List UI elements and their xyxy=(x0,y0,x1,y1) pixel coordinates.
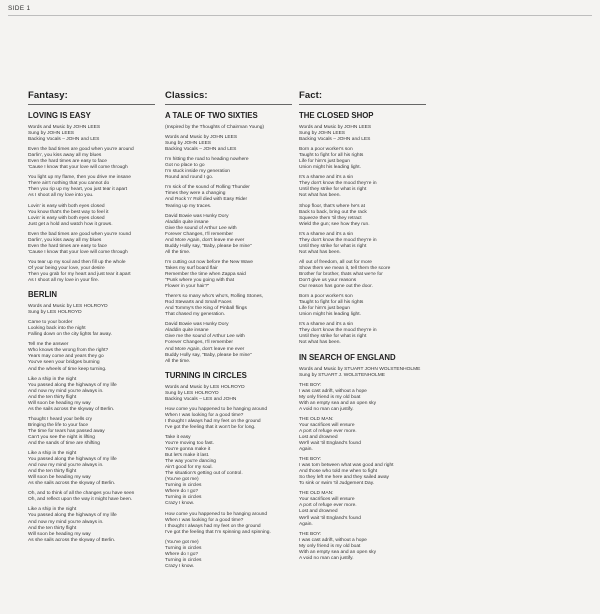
stanza: David Bowie was Hunky Dory Aladdin quite insane Give the sound of Arthur Lee with Forever Changes, I'll remember And More Again, don't leave me ever Buddy Holly say, "Baby, please be mine" All the time. xyxy=(165,213,252,255)
stanza: THE BOY: I was cast adrift, without a hope My only friend is my old boat With an empty sea and an open sky A void no man can justify. xyxy=(299,382,377,412)
stanza: It's a shame and it's a sin They don't know the mood they're in Until they strike for what is right Not what has been. xyxy=(299,175,377,199)
stanza: Oh, and to think of all the changes you have seen Oh, and reflect upon the way it might have been. xyxy=(28,491,135,503)
song-credits: Words and Music by STUART JOHN WOLSTENHOLME Sung by STUART J. WOLSTENHOLME xyxy=(299,366,421,378)
song-title: BERLIN xyxy=(28,290,58,300)
column-heading: Fantasy: xyxy=(28,90,155,105)
song-the-closed-shop xyxy=(299,111,426,347)
stanza: David Bowie was Hunky Dory Aladdin quite insane Give me the sound of Arthur Lee with Forever Changes, I'll remember And More Again, don't leave me ever Buddy Holly say, "Baby, please be mine" All the time. xyxy=(165,322,252,364)
song-berlin xyxy=(28,290,155,544)
stanza: I'm hitting the road to heading nowhere Got no place to go I'm stuck inside my generation Round and round I go. xyxy=(165,157,249,181)
column-heading: Classics: xyxy=(165,90,292,105)
stanza: I'm cutting out now before the New Wave Takes my surf board flair Remember the time when Zappa said "Punk where you going with that Flower in your hair?" xyxy=(165,259,253,290)
stanza: You light up my flame, then you drive me insane There ain't nothing that you cannot do Then you rip up my heart, you just tear it apart As I shoot all my love into you. xyxy=(28,175,131,199)
column-classics xyxy=(165,90,292,576)
song-loving-is-easy xyxy=(28,111,155,284)
song-credits: Words and Music by LES HOLROYD Sung by LES HOLROYD Backing Vocals – LES and JOHN xyxy=(165,384,245,402)
stanza: How come you happened to be hanging around When I was looking for a good time? I thought I always had my feet on the ground I've got the feeling that I'm spinning and spinning. xyxy=(165,511,271,535)
stanza: THE OLD MAN: Your sacrifices will ensure A port of refuge ever more. Lost and drowned We'll wait 'til England's found Again. xyxy=(299,416,361,453)
top-rule xyxy=(8,15,592,16)
stanza: It's a shame and it's a sin They don't know the mood they're in Until they strike for what is right Not what has been. xyxy=(299,322,377,346)
stanza: I'm sick of the sound of Rolling Thunder Times they were a changing And Rock 'n' Roll died with Easy Rider Tearing up my traces. xyxy=(165,185,250,209)
song-title: LOVING IS EASY xyxy=(28,111,91,120)
stanza: Words and Music by JOHN LEES Sung by JOHN LEES Backing Vocals – JOHN and LES xyxy=(165,135,238,153)
side-label: SIDE 1 xyxy=(8,5,31,12)
stanza: THE BOY: I was cast adrift, without a hope My only friend is my old boat With an empty sea and an open sky A void no man can justify. xyxy=(299,531,377,561)
song-credits: (Inspired by the Thoughts of Chairman Young) xyxy=(165,125,265,130)
stanza: Shop floor, that's where he's at Back to back, bring out the rack Squeeze them 'til they retract Wield the gun; see how they run. xyxy=(299,203,370,227)
stanza: All out of freedom, all out for more Show them we mean it, tell them the score Brother for brother, thats what we're for Don't give us your reasons Our reason has gone out the door. xyxy=(299,259,391,290)
stanza: Thought I heard your bells cry Bringing the life to your face The time for tears has passed away Can't you see the night is lifting And the sands of time are shifting xyxy=(28,416,105,447)
stanza: Like a ship in the night You passed along the highways of my life And now my mind you're always in. And the ten thirty flight Will soon be heading my way As the sails across the skyway of Berlin. xyxy=(28,376,117,412)
stanza: Came to your border Looking back into the night Falling down on the city lights far away. xyxy=(28,320,112,338)
song-title: TURNING IN CIRCLES xyxy=(165,370,247,380)
song-credits: Words and Music by LES HOLROYD Sung by LES HOLROYD xyxy=(28,304,108,316)
song-in-search-of-england xyxy=(299,353,426,562)
stanza: Lovin' is easy with both eyes closed You know that's the best way to feel it Lovin' is easy with both eyes closed Just get a hold and watch how it grows. xyxy=(28,203,113,227)
stanza: (You've got me) Turning in circles Where do I go? Turning in circles Crazy I know. xyxy=(165,539,202,569)
stanza: Born a poor worker's son Taught to fight for all his rights Life for him's just begun Union might his leading light. xyxy=(299,147,364,171)
song-title: A TALE OF TWO SIXTIES xyxy=(165,111,258,120)
stanza: THE BOY: I was torn between what was good and right And those who told me when to fight So they left me here and they sailed away To sink or swim 'til Judgement Day. xyxy=(299,457,394,487)
stanza: Like a ship in the night You passed along the highways of my life And now my mind you're always in. And the ten thirty flight Will soon be heading my way As she sails across the skyway of Berlin. xyxy=(28,451,117,487)
stanza: It's a shame and it's a sin They don't know the mood they're in Until they strike for what is right Not what has been. xyxy=(299,231,377,255)
song-turning-in-circles xyxy=(165,371,292,570)
stanza: You tear up my soul and then fill up the whole Of your being your love, your desire Then you grab for my heart and just tear it apart As I shoot all my love in your fire. xyxy=(28,259,131,284)
stanza: There's so many who's who's, Rolling Stones, Rod Stewarts and Small Faces And Tommy's the King of Pinball flings That chased my generation. xyxy=(165,294,264,318)
song-credits: Words and Music by JOHN LEES Sung by JOHN LEES Backing Vocals – JOHN and LES xyxy=(28,125,101,143)
stanza: Born a poor worker's son Taught to fight for all his rights Life for him's just begun Union might his leading light. xyxy=(299,294,364,318)
stanza: Tell me the answer Who knows the wrong from the right? Years may come and years they go You've seen your bridges burning And the wheels of time keep turning. xyxy=(28,342,109,372)
song-title: IN SEARCH OF ENGLAND xyxy=(299,352,396,362)
column-fact xyxy=(299,90,426,568)
stanza: Even the bad times are good when you're round Darlin', you kiss away all my blues Even the hard times are easy to face 'Cause I know that your love will come through xyxy=(28,231,131,255)
stanza: THE OLD MAN: Your sacrifices will ensure A port of refuge ever more. Lost and drowned We'll wait 'til England's found Again. xyxy=(299,491,361,527)
column-fantasy xyxy=(28,90,155,550)
stanza: How come you happened to be hanging around When I was looking for a good time? I thought I always had my feet on the ground I've got the feeling that it won't be for long. xyxy=(165,406,268,430)
stanza: Take it easy You're moving too fast. You're gonna make it But let's make it last. The way you're dancing Ain't good for my soul. The situation's getting out of control. (You've got me) Turning in circles Where do I go? Turning in circles Crazy I know. xyxy=(165,434,243,507)
song-title: THE CLOSED SHOP xyxy=(299,111,374,120)
column-heading: Fact: xyxy=(299,90,426,105)
stanza: Like a ship in the night You passed along the highways of my life And now my mind you're always in. And the ten thirty flight Will soon be heading my way As she sails across the skyway of Berlin. xyxy=(28,507,117,543)
song-a-tale-of-two-sixties xyxy=(165,111,292,365)
stanza: Even the bad times are good when you're around Darlin', you kiss away all my blues Even the hard times are easy to face 'Cause I know that your love will come through xyxy=(28,147,134,171)
song-credits: Words and Music by JOHN LEES Sung by JOHN LEES Backing Vocals – JOHN and LES xyxy=(299,125,372,143)
